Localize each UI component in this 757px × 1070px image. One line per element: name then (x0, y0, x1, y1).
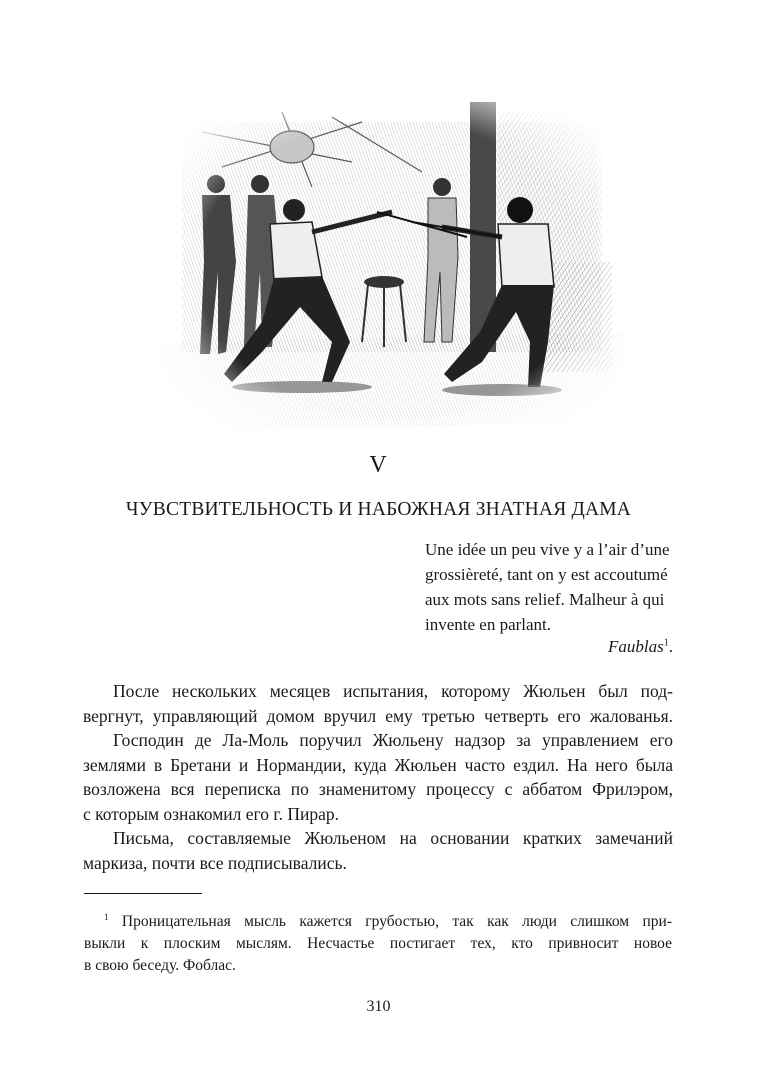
paragraph-line: возложена вся переписка по знаменитому процессу с аббатом Фрилэром, (83, 779, 673, 799)
epigraph-attribution-tail: . (668, 637, 673, 656)
footnote-line: выкли к плоским мыслям. Несчастье постигает тех, кто привносит новое (84, 935, 672, 953)
footnote-line: в свою беседу. Фоблас. (84, 957, 236, 975)
paragraph-line: с которым ознакомил его г. Пирар. (83, 803, 340, 824)
epigraph-line: aux mots sans relief. Malheur à qui (425, 590, 665, 609)
paragraph-line: маркиза, почти все подписывались. (83, 852, 347, 873)
fencing-illustration (162, 92, 622, 444)
footnote-divider (84, 893, 202, 894)
paragraph-line: Господин де Ла-Моль поручил Жюльену надзор за управлением его (113, 730, 673, 750)
fencing-engraving-icon (162, 92, 622, 444)
paragraph-line: землями в Бретани и Нормандии, куда Жюльен часто ездил. На него была (83, 754, 673, 775)
epigraph-attribution (608, 637, 673, 657)
page-number: 310 (366, 998, 391, 1015)
chapter-number: V (369, 452, 388, 478)
footnote-marker: 1 (104, 912, 109, 922)
paragraph-line: После нескольких месяцев испытания, которому Жюльен был под- (113, 681, 673, 701)
chapter-title: ЧУВСТВИТЕЛЬНОСТЬ И НАБОЖНАЯ ЗНАТНАЯ ДАМА (125, 499, 632, 520)
paragraph-line: Письма, составляемые Жюльеном на основании кратких замечаний (113, 828, 673, 848)
footnote (84, 906, 672, 977)
footnote-line-text: Проницательная мысль кажется грубостью, так как люди слишком при- (121, 913, 673, 931)
epigraph-line: Une idée un peu vive y a l’air d’une (425, 540, 670, 559)
paragraph-line: вергнут, управляющий домом вручил ему третью четверть его жалованья. (83, 705, 673, 726)
epigraph (425, 537, 673, 637)
epigraph-line: grossièreté, tant on y est accoutumé (425, 565, 668, 584)
epigraph-author: Faublas (608, 637, 664, 656)
body-text (83, 679, 673, 875)
epigraph-line: invente en parlant. (425, 615, 552, 634)
footnote-line (84, 906, 672, 933)
footnote-reference: 1 (663, 637, 669, 649)
